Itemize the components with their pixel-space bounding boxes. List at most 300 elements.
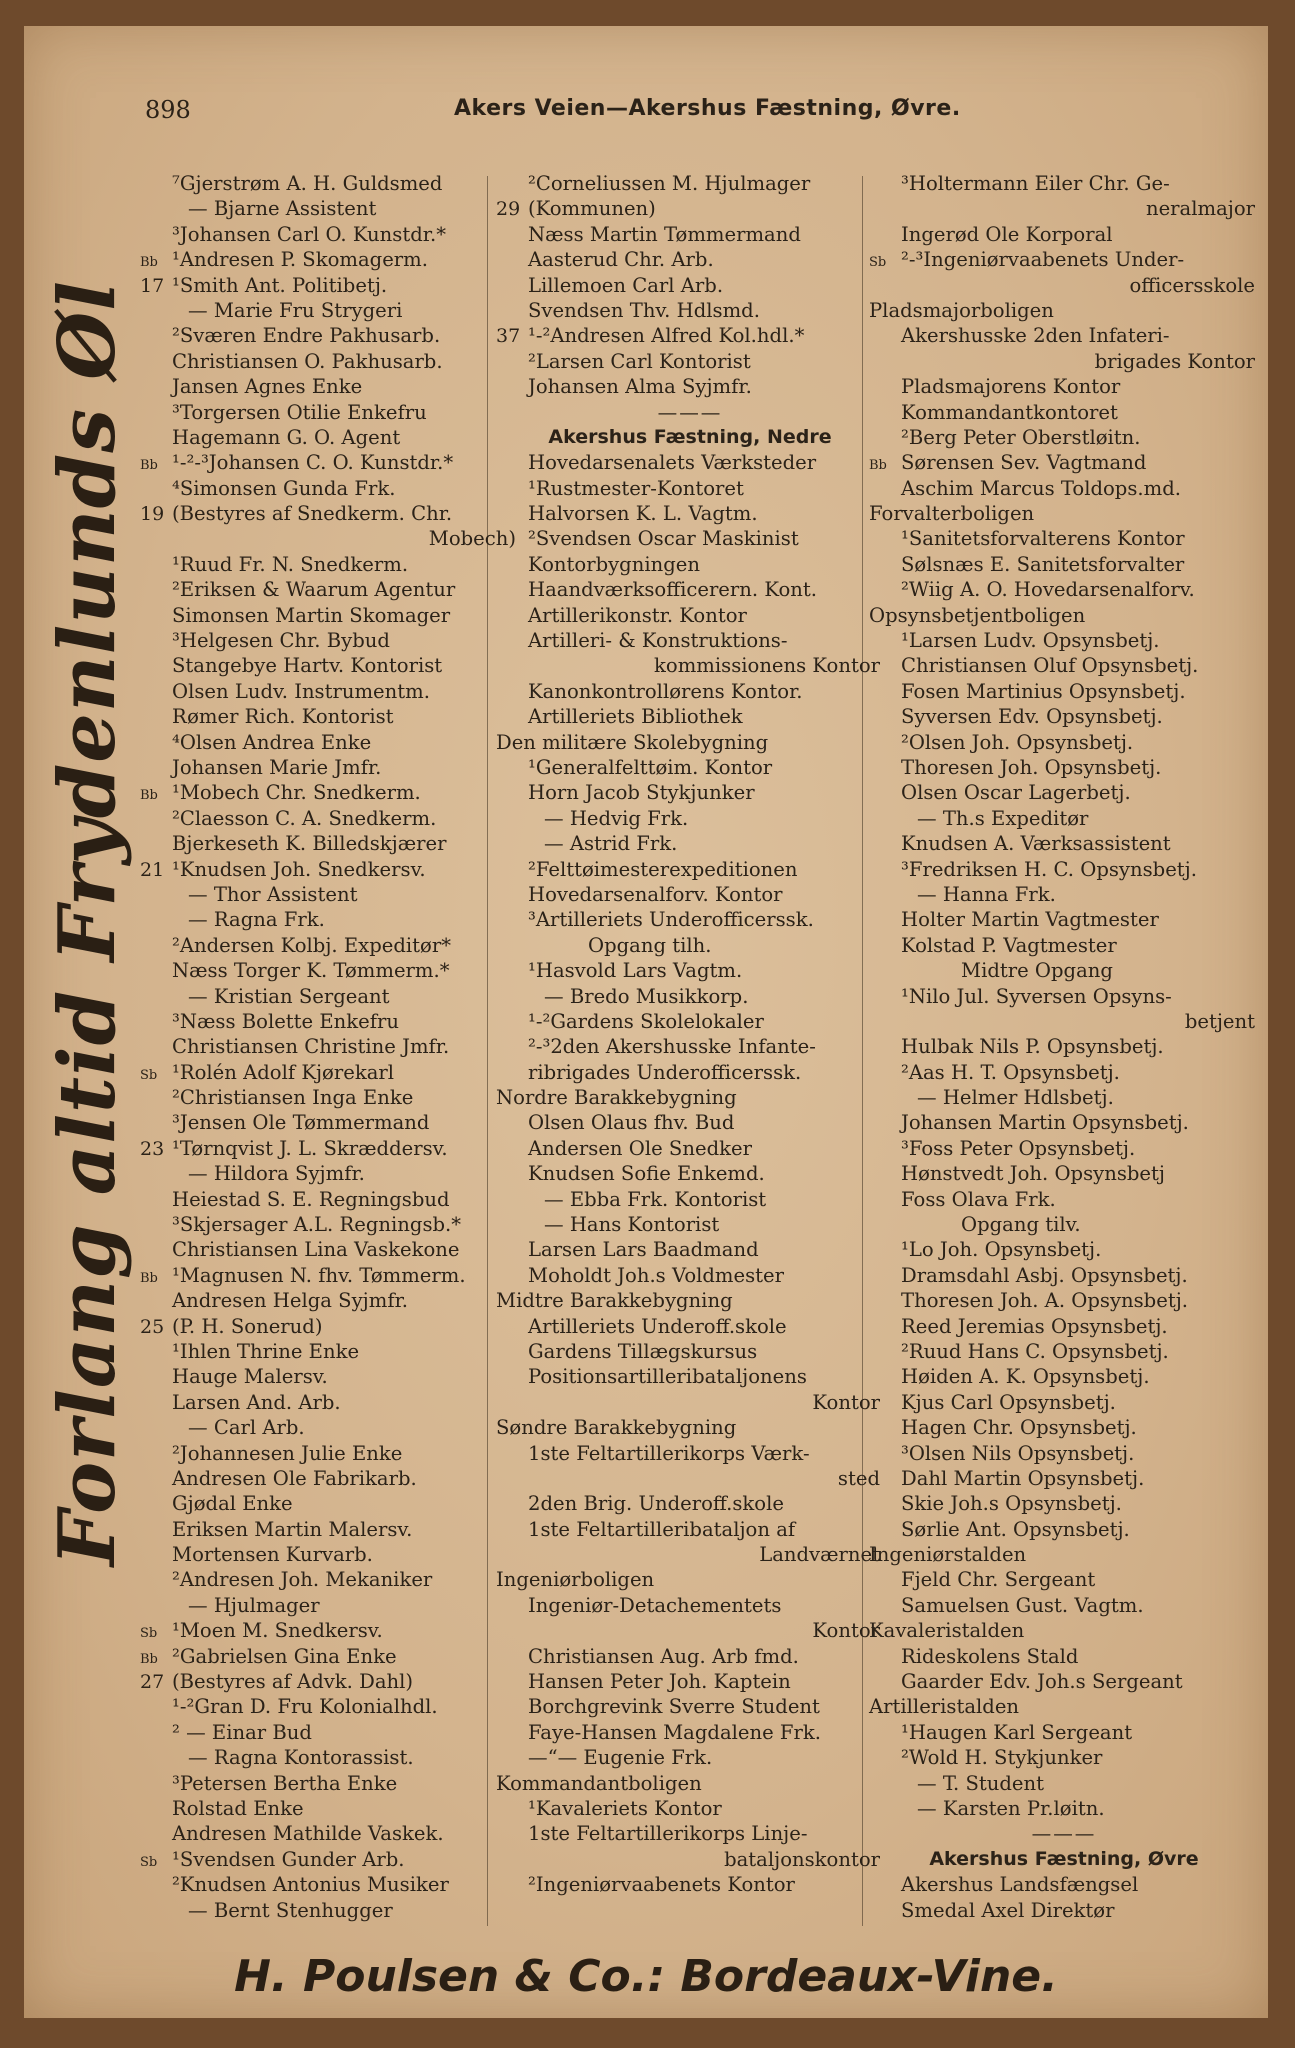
entry-text: Ingeniørstalden xyxy=(869,1543,1027,1567)
entry-text: ¹Nilo Jul. Syversen Opsyns- xyxy=(901,984,1172,1008)
entry-text: Sørensen Sev. Vagtmand xyxy=(901,451,1147,475)
entry-text: ¹Larsen Ludv. Opsynsbetj. xyxy=(901,629,1160,653)
entry-text: Dahl Martin Opsynsbetj. xyxy=(901,1466,1145,1490)
directory-line xyxy=(869,958,1259,983)
entry-text: sted xyxy=(837,1466,880,1490)
entry-text: ²Corneliussen M. Hjulmager xyxy=(528,172,811,195)
directory-line xyxy=(869,1821,1259,1846)
directory-line xyxy=(140,476,520,501)
directory-line xyxy=(496,1618,884,1643)
entry-text: ³Olsen Nils Opsynsbetj. xyxy=(901,1441,1135,1465)
entry-text: Skie Joh.s Opsynsbetj. xyxy=(901,1492,1122,1516)
directory-line xyxy=(496,247,884,272)
entry-text: — Hedvig Frk. xyxy=(544,806,689,830)
entry-text: Borchgrevink Sverre Student xyxy=(528,1695,820,1719)
column-2 xyxy=(496,171,884,1898)
entry-text: — Thor Assistent xyxy=(188,882,358,906)
entry-text: Horn Jacob Stykjunker xyxy=(528,781,755,805)
directory-line xyxy=(869,1669,1259,1694)
entry-text: Halvorsen K. L. Vagtm. xyxy=(528,502,758,526)
directory-line xyxy=(140,1771,520,1796)
house-number: Bb xyxy=(140,788,158,804)
entry-text: ¹-²-³Johansen C. O. Kunstdr.* xyxy=(172,451,454,475)
directory-line xyxy=(869,1161,1259,1186)
directory-line xyxy=(869,1212,1259,1237)
entry-text: ³Petersen Bertha Enke xyxy=(172,1771,398,1795)
house-number: Bb xyxy=(140,255,158,271)
directory-line xyxy=(496,1441,884,1466)
directory-page xyxy=(24,26,1268,2018)
entry-text: — Th.s Expeditør xyxy=(917,806,1089,830)
entry-text: ¹Sanitetsforvalterens Kontor xyxy=(901,527,1185,551)
directory-line xyxy=(869,1567,1259,1592)
entry-text: Knudsen Sofie Enkemd. xyxy=(528,1162,765,1186)
entry-text: ¹Smith Ant. Politibetj. xyxy=(172,273,388,297)
entry-text: Opgang tilv. xyxy=(961,1213,1081,1237)
directory-line xyxy=(140,1110,520,1135)
directory-line xyxy=(496,1237,884,1262)
directory-line xyxy=(496,1593,884,1618)
directory-line xyxy=(869,1136,1259,1161)
directory-line xyxy=(869,171,1259,196)
entry-text: Opgang tilh. xyxy=(588,933,712,957)
house-number: Bb xyxy=(140,1651,158,1667)
directory-line xyxy=(496,831,884,856)
directory-line xyxy=(140,780,520,805)
house-number: Bb xyxy=(140,458,158,474)
directory-line xyxy=(496,730,884,755)
entry-text: betjent xyxy=(1184,1009,1255,1033)
directory-line xyxy=(496,1567,884,1592)
entry-text: ¹Hasvold Lars Vagtm. xyxy=(528,959,743,983)
entry-text: Rolstad Enke xyxy=(172,1797,304,1820)
directory-line xyxy=(869,1644,1259,1669)
directory-line xyxy=(140,755,520,780)
directory-line xyxy=(140,1618,520,1643)
directory-line xyxy=(869,679,1259,704)
entry-text: ¹Svendsen Gunder Arb. xyxy=(172,1847,405,1871)
directory-line xyxy=(140,1898,520,1923)
house-number: 27 xyxy=(140,1671,165,1694)
directory-line xyxy=(140,704,520,729)
directory-line xyxy=(140,958,520,983)
directory-line xyxy=(496,1085,884,1110)
directory-line xyxy=(496,1821,884,1846)
entry-text: — Hildora Syjmfr. xyxy=(188,1162,365,1186)
directory-line xyxy=(869,1796,1259,1821)
entry-text: Positionsartilleribataljonens xyxy=(528,1365,807,1389)
directory-line xyxy=(869,349,1259,374)
directory-line xyxy=(496,1288,884,1313)
directory-line xyxy=(496,958,884,983)
directory-line xyxy=(496,1517,884,1542)
entry-text: Olsen Olaus fhv. Bud xyxy=(528,1111,735,1135)
house-number: Sb xyxy=(140,1854,158,1870)
entry-text: ——— xyxy=(657,400,723,424)
entry-text: Olsen Ludv. Instrumentm. xyxy=(172,679,430,703)
directory-line xyxy=(869,603,1259,628)
directory-line xyxy=(140,882,520,907)
directory-line xyxy=(496,552,884,577)
entry-text: ²Andersen Kolbj. Expeditør* xyxy=(172,933,452,957)
page-number: 898 xyxy=(145,96,191,124)
entry-text: — Karsten Pr.løitn. xyxy=(917,1797,1105,1820)
entry-text: brigades Kontor xyxy=(1094,349,1255,373)
entry-text: Mortensen Kurvarb. xyxy=(172,1543,373,1567)
directory-line xyxy=(496,1872,884,1897)
directory-line xyxy=(496,476,884,501)
directory-line xyxy=(140,1237,520,1262)
entry-text: Hovedarsenalets Værksteder xyxy=(528,451,817,475)
entry-text: Gjødal Enke xyxy=(172,1492,293,1516)
entry-text: ²-³Ingeniørvaabenets Under- xyxy=(901,248,1185,272)
directory-line xyxy=(140,1593,520,1618)
entry-text: ¹Rustmester-Kontoret xyxy=(528,476,744,500)
directory-line xyxy=(140,501,520,526)
directory-line xyxy=(869,1263,1259,1288)
directory-line xyxy=(140,1415,520,1440)
directory-line xyxy=(140,1694,520,1719)
entry-text: Hauge Malersv. xyxy=(172,1365,328,1389)
entry-text: Syversen Edv. Opsynsbetj. xyxy=(901,705,1163,729)
directory-line xyxy=(140,831,520,856)
directory-line xyxy=(869,1466,1259,1491)
house-number: Sb xyxy=(140,1626,158,1642)
entry-text: Simonsen Martin Skomager xyxy=(172,603,451,627)
directory-line xyxy=(869,476,1259,501)
directory-line xyxy=(869,298,1259,323)
entry-text: Andresen Helga Syjmfr. xyxy=(172,1289,409,1313)
entry-text: ribrigades Underofficerssk. xyxy=(528,1060,802,1084)
directory-line xyxy=(140,1745,520,1770)
directory-line xyxy=(869,1034,1259,1059)
entry-text: ³Jensen Ole Tømmermand xyxy=(172,1111,430,1135)
entry-text: Næss Martin Tømmermand xyxy=(528,222,801,246)
directory-line xyxy=(496,755,884,780)
entry-text: Thoresen Joh. Opsynsbetj. xyxy=(901,755,1162,779)
house-number: 19 xyxy=(140,503,165,526)
entry-text: — Ragna Kontorassist. xyxy=(188,1746,414,1770)
directory-line xyxy=(496,679,884,704)
directory-line xyxy=(869,400,1259,425)
entry-text: ¹Ihlen Thrine Enke xyxy=(172,1339,360,1363)
directory-line xyxy=(496,1212,884,1237)
entry-text: neralmajor xyxy=(1145,197,1255,221)
directory-line xyxy=(869,1618,1259,1643)
directory-line xyxy=(140,526,520,551)
house-number: 29 xyxy=(496,198,521,221)
entry-text: Aschim Marcus Toldops.md. xyxy=(901,476,1181,500)
directory-line xyxy=(869,1847,1259,1872)
entry-text: — Bredo Musikkorp. xyxy=(544,984,749,1008)
directory-line xyxy=(869,1060,1259,1085)
directory-line xyxy=(496,222,884,247)
directory-line xyxy=(869,1441,1259,1466)
directory-line xyxy=(140,933,520,958)
entry-text: ²Ingeniørvaabenets Kontor xyxy=(528,1873,795,1897)
entry-text: Kontor xyxy=(812,1619,880,1643)
directory-line xyxy=(496,628,884,653)
entry-text: Midtre Barakkebygning xyxy=(496,1289,733,1313)
directory-line xyxy=(869,628,1259,653)
directory-line xyxy=(496,298,884,323)
directory-line xyxy=(140,1441,520,1466)
entry-text: Kolstad P. Vagtmester xyxy=(901,933,1117,957)
directory-line xyxy=(496,1669,884,1694)
running-title: Akers Veien—Akershus Fæstning, Øvre. xyxy=(454,96,961,121)
entry-text: Johansen Martin Opsynsbetj. xyxy=(901,1111,1189,1135)
entry-text: Søndre Barakkebygning xyxy=(496,1416,737,1440)
entry-text: — Kristian Sergeant xyxy=(188,984,390,1008)
entry-text: ¹Knudsen Joh. Snedkersv. xyxy=(172,857,426,881)
entry-text: Kontor xyxy=(812,1390,880,1414)
directory-line xyxy=(140,1390,520,1415)
directory-line xyxy=(496,501,884,526)
entry-text: ——— xyxy=(1031,1822,1097,1846)
directory-line xyxy=(140,298,520,323)
entry-text: ²Larsen Carl Kontorist xyxy=(528,349,751,373)
directory-line xyxy=(869,273,1259,298)
entry-text: 2den Brig. Underoff.skole xyxy=(528,1492,784,1516)
directory-line xyxy=(140,1669,520,1694)
house-number: 25 xyxy=(140,1315,165,1338)
directory-line xyxy=(496,806,884,831)
directory-line xyxy=(140,1187,520,1212)
directory-line xyxy=(496,1314,884,1339)
entry-text: Andersen Ole Snedker xyxy=(528,1136,752,1160)
entry-text: Ingeniør-Detachementets xyxy=(528,1593,782,1617)
directory-line xyxy=(496,323,884,348)
entry-text: Sørlie Ant. Opsynsbetj. xyxy=(901,1517,1130,1541)
entry-text: ¹Moen M. Snedkersv. xyxy=(172,1619,383,1643)
directory-line xyxy=(869,780,1259,805)
entry-text: ¹-²Gran D. Fru Kolonialhdl. xyxy=(172,1695,438,1719)
entry-text: Svendsen Thv. Hdlsmd. xyxy=(528,298,760,322)
entry-text: Pladsmajorboligen xyxy=(869,298,1054,322)
house-number: 21 xyxy=(140,858,165,881)
entry-text: — Hanna Frk. xyxy=(917,882,1056,906)
directory-line xyxy=(496,374,884,399)
directory-line xyxy=(140,1517,520,1542)
directory-line xyxy=(496,1644,884,1669)
entry-text: Eriksen Martin Malersv. xyxy=(172,1517,413,1541)
directory-line xyxy=(869,907,1259,932)
directory-line xyxy=(869,1314,1259,1339)
directory-line xyxy=(140,349,520,374)
directory-line xyxy=(496,1339,884,1364)
directory-line xyxy=(140,1009,520,1034)
entry-text: Artillerikonstr. Kontor xyxy=(528,603,747,627)
directory-line xyxy=(869,882,1259,907)
entry-text: ³Skjersager A.L. Regningsb.* xyxy=(172,1213,462,1237)
entry-text: Christiansen O. Pakhusarb. xyxy=(172,349,443,373)
directory-line xyxy=(869,1085,1259,1110)
entry-text: Larsen Lars Baadmand xyxy=(528,1238,759,1262)
entry-text: Kommandantboligen xyxy=(496,1771,702,1795)
directory-line xyxy=(869,247,1259,272)
entry-text: Ingeniørboligen xyxy=(496,1568,655,1592)
directory-line xyxy=(869,374,1259,399)
directory-line xyxy=(140,653,520,678)
directory-line xyxy=(869,1898,1259,1923)
directory-line xyxy=(869,1720,1259,1745)
entry-text: Andresen Ole Fabrikarb. xyxy=(172,1466,417,1490)
entry-text: ²Wold H. Stykjunker xyxy=(901,1746,1103,1770)
entry-text: — Hjulmager xyxy=(188,1593,320,1617)
entry-text: —“— Eugenie Frk. xyxy=(528,1746,713,1770)
column-3 xyxy=(869,171,1259,1923)
entry-text: Den militære Skolebygning xyxy=(496,730,769,754)
entry-text: officersskole xyxy=(1129,273,1255,297)
entry-text: Kjus Carl Opsynsbetj. xyxy=(901,1390,1116,1414)
directory-line xyxy=(869,653,1259,678)
directory-line xyxy=(140,1314,520,1339)
entry-text: Stangebye Hartv. Kontorist xyxy=(172,654,443,678)
directory-line xyxy=(496,1491,884,1516)
entry-text: Nordre Barakkebygning xyxy=(496,1086,737,1110)
directory-line xyxy=(869,323,1259,348)
directory-line xyxy=(140,400,520,425)
entry-text: ¹-²Gardens Skolelokaler xyxy=(528,1009,764,1033)
directory-line xyxy=(140,730,520,755)
entry-text: — Ragna Frk. xyxy=(188,908,325,932)
entry-text: Hulbak Nils P. Opsynsbetj. xyxy=(901,1035,1164,1059)
entry-text: (P. H. Sonerud) xyxy=(172,1314,323,1338)
directory-line xyxy=(496,1771,884,1796)
entry-text: ¹Magnusen N. fhv. Tømmerm. xyxy=(172,1263,466,1287)
directory-line xyxy=(869,196,1259,221)
entry-text: — Marie Fru Strygeri xyxy=(188,298,403,322)
entry-text: ²Ruud Hans C. Opsynsbetj. xyxy=(901,1339,1169,1363)
directory-line xyxy=(869,755,1259,780)
directory-line xyxy=(140,1034,520,1059)
column-1 xyxy=(140,171,520,1923)
entry-text: ¹Mobech Chr. Snedkerm. xyxy=(172,781,421,805)
entry-text: Hønstvedt Joh. Opsynsbetj xyxy=(901,1162,1165,1186)
directory-line xyxy=(496,780,884,805)
directory-line xyxy=(869,730,1259,755)
directory-line xyxy=(140,1872,520,1897)
directory-line xyxy=(496,933,884,958)
directory-line xyxy=(496,1847,884,1872)
directory-line xyxy=(496,450,884,475)
entry-text: Rideskolens Stald xyxy=(901,1644,1079,1668)
directory-line xyxy=(869,1390,1259,1415)
directory-line xyxy=(140,806,520,831)
entry-text: (Bestyres af Advk. Dahl) xyxy=(172,1670,414,1694)
directory-line xyxy=(496,1694,884,1719)
entry-text: ²Christiansen Inga Enke xyxy=(172,1086,414,1110)
entry-text: Hagemann G. O. Agent xyxy=(172,425,401,449)
house-number: 17 xyxy=(140,274,165,297)
entry-text: Kommandantkontoret xyxy=(901,400,1118,424)
entry-text: Kanonkontrollørens Kontor. xyxy=(528,679,803,703)
directory-line xyxy=(496,196,884,221)
directory-line xyxy=(869,450,1259,475)
directory-line xyxy=(140,1085,520,1110)
directory-line xyxy=(140,1796,520,1821)
entry-text: Knudsen A. Værksassistent xyxy=(901,832,1171,856)
entry-text: Bjerkeseth K. Billedskjærer xyxy=(172,832,447,856)
entry-text: ² — Einar Bud xyxy=(172,1720,312,1744)
entry-text: Artilleri- & Konstruktions- xyxy=(528,629,788,653)
directory-line xyxy=(140,984,520,1009)
directory-line xyxy=(496,526,884,551)
house-number: 23 xyxy=(140,1137,165,1160)
directory-line xyxy=(140,273,520,298)
entry-text: — Hans Kontorist xyxy=(544,1213,720,1237)
entry-text: ²Sværen Endre Pakhusarb. xyxy=(172,324,441,348)
house-number: Sb xyxy=(140,1067,158,1083)
entry-text: ¹Ruud Fr. N. Snedkerm. xyxy=(172,552,409,576)
directory-line xyxy=(869,1415,1259,1440)
directory-line xyxy=(496,653,884,678)
entry-text: ²Aas H. T. Opsynsbetj. xyxy=(901,1060,1120,1084)
directory-line xyxy=(869,425,1259,450)
directory-line xyxy=(140,171,520,196)
entry-text: Thoresen Joh. A. Opsynsbetj. xyxy=(901,1289,1188,1313)
directory-line xyxy=(869,1339,1259,1364)
entry-text: Artilleriets Underoff.skole xyxy=(528,1314,787,1338)
directory-line xyxy=(496,1136,884,1161)
directory-line xyxy=(496,1110,884,1135)
directory-line xyxy=(869,1110,1259,1135)
entry-text: Kontorbygningen xyxy=(528,552,700,576)
directory-line xyxy=(869,1771,1259,1796)
entry-text: — Bernt Stenhugger xyxy=(188,1898,393,1922)
entry-text: Landværnet xyxy=(759,1543,880,1567)
entry-text: Christiansen Oluf Opsynsbetj. xyxy=(901,654,1199,678)
directory-line xyxy=(140,1364,520,1389)
entry-text: Næss Torger K. Tømmerm.* xyxy=(172,959,450,983)
entry-text: Jansen Agnes Enke xyxy=(172,375,363,399)
entry-text: ²Berg Peter Oberstløitn. xyxy=(901,425,1141,449)
entry-text: Opsynsbetjentboligen xyxy=(869,603,1086,627)
directory-line xyxy=(496,1390,884,1415)
entry-text: Akershus Fæstning, Øvre xyxy=(929,1847,1199,1870)
directory-line xyxy=(140,247,520,272)
entry-text: ⁴Simonsen Gunda Frk. xyxy=(172,476,396,500)
directory-line xyxy=(496,1796,884,1821)
entry-text: Pladsmajorens Kontor xyxy=(901,375,1121,399)
entry-text: ²Svendsen Oscar Maskinist xyxy=(528,527,799,551)
entry-text: ¹Tørnqvist J. L. Skræddersv. xyxy=(172,1136,448,1160)
directory-line xyxy=(140,1542,520,1567)
side-advertisement: Forlang altid Frydenlunds Øl xyxy=(42,280,133,1566)
entry-text: Christiansen Lina Vaskekone xyxy=(172,1238,460,1262)
entry-text: ²Olsen Joh. Opsynsbetj. xyxy=(901,730,1134,754)
page-header xyxy=(24,96,1268,136)
entry-text: Fosen Martinius Opsynsbetj. xyxy=(901,679,1186,703)
directory-line xyxy=(496,1009,884,1034)
directory-line xyxy=(496,1720,884,1745)
entry-text: — Helmer Hdlsbetj. xyxy=(917,1086,1114,1110)
entry-text: Faye-Hansen Magdalene Frk. xyxy=(528,1720,821,1744)
directory-line xyxy=(140,1644,520,1669)
entry-text: Gaarder Edv. Joh.s Sergeant xyxy=(901,1670,1183,1694)
directory-line xyxy=(140,222,520,247)
entry-text: ²Knudsen Antonius Musiker xyxy=(172,1873,449,1897)
directory-line xyxy=(496,400,884,425)
directory-line xyxy=(869,1009,1259,1034)
entry-text: ¹Lo Joh. Opsynsbetj. xyxy=(901,1238,1102,1262)
entry-text: Fjeld Chr. Sergeant xyxy=(901,1568,1096,1592)
directory-line xyxy=(496,704,884,729)
entry-text: ²Felttøimesterexpeditionen xyxy=(528,857,798,881)
directory-line xyxy=(869,577,1259,602)
entry-text: Haandværksofficerern. Kont. xyxy=(528,578,817,602)
directory-line xyxy=(140,1339,520,1364)
